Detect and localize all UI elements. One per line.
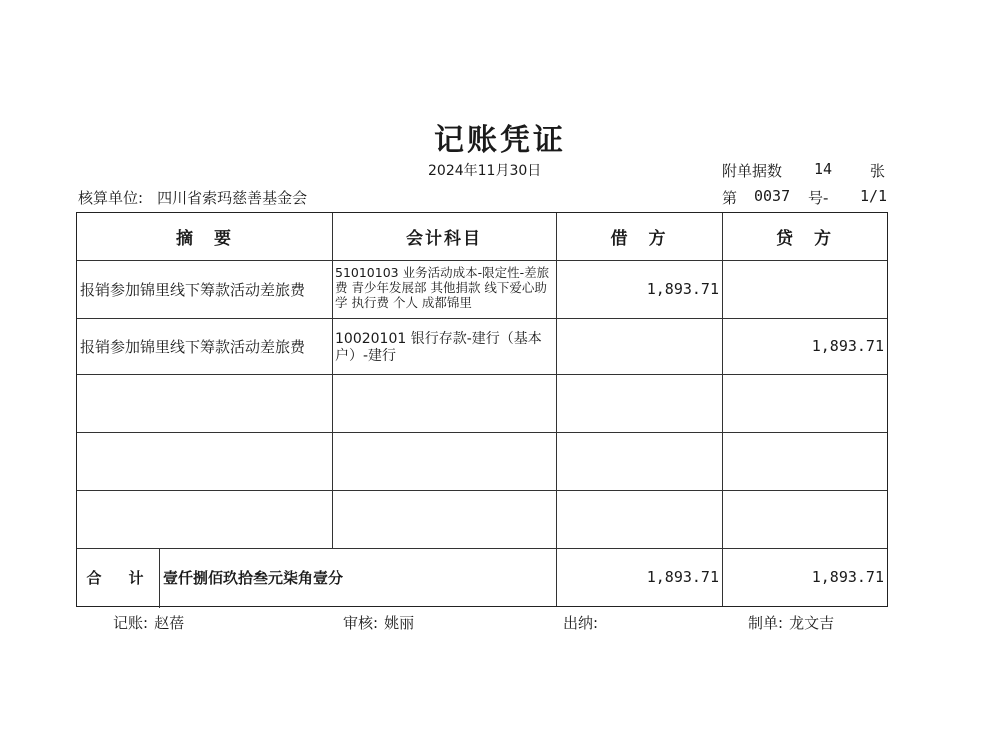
- reviewer-signature: [343, 612, 414, 633]
- cashier-signature: [563, 612, 604, 633]
- column-header-account: 会计科目: [406, 229, 482, 249]
- entry-credit: [722, 260, 887, 318]
- entry-debit: 1,893.71: [646, 280, 719, 298]
- voucher-table: [76, 212, 888, 607]
- reviewer-name: 姚丽: [384, 614, 415, 632]
- entry-summary: 报销参加锦里线下筹款活动差旅费: [80, 280, 306, 299]
- preparer-name: 龙文吉: [789, 614, 835, 632]
- table-divider: [77, 432, 887, 433]
- bookkeeper-name: 赵蓓: [154, 614, 185, 632]
- table-divider: [332, 213, 333, 548]
- attachment-count-value: 14: [814, 160, 833, 178]
- preparer-signature: [748, 612, 834, 633]
- accounting-unit-label: 核算单位:: [78, 189, 144, 207]
- bookkeeper-label: 记账:: [113, 614, 149, 632]
- attachment-label: 附单据数: [722, 162, 783, 180]
- reviewer-label: 审核:: [343, 614, 379, 632]
- total-label: 合 计: [86, 568, 150, 587]
- preparer-label: 制单:: [748, 614, 784, 632]
- bookkeeper-signature: [113, 612, 184, 633]
- entry-debit: [556, 318, 722, 374]
- accounting-unit: [78, 187, 307, 208]
- column-header-credit: 贷 方: [776, 229, 833, 249]
- voucher-number-prefix: 第: [722, 189, 738, 207]
- total-debit: 1,893.71: [646, 568, 719, 586]
- column-header-debit: 借 方: [610, 229, 668, 249]
- voucher-number-suffix: 号-: [808, 189, 829, 207]
- column-header-summary: 摘 要: [176, 229, 233, 249]
- entry-account: 51010103 业务活动成本-限定性-差旅费 青少年发展部 其他捐款 线下爱心助学 执行费 个人 成都锦里: [335, 265, 550, 310]
- attachment-unit: 张: [870, 162, 886, 180]
- cashier-label: 出纳:: [563, 614, 599, 632]
- voucher-number-value: 0037: [754, 187, 791, 205]
- total-credit: 1,893.71: [811, 568, 884, 586]
- entry-credit: 1,893.71: [811, 337, 884, 355]
- table-divider: [77, 490, 887, 491]
- entry-summary: 报销参加锦里线下筹款活动差旅费: [80, 337, 306, 356]
- voucher-title: 记账凭证: [434, 123, 566, 158]
- accounting-unit-name: 四川省索玛慈善基金会: [157, 189, 308, 207]
- entry-account: 10020101 银行存款-建行（基本户）-建行: [335, 331, 542, 364]
- total-amount-words: 壹仟捌佰玖拾叁元柒角壹分: [163, 568, 344, 587]
- table-divider: [77, 374, 887, 375]
- voucher-date: 2024年11月30日: [428, 163, 542, 179]
- voucher-page-value: 1/1: [860, 187, 888, 205]
